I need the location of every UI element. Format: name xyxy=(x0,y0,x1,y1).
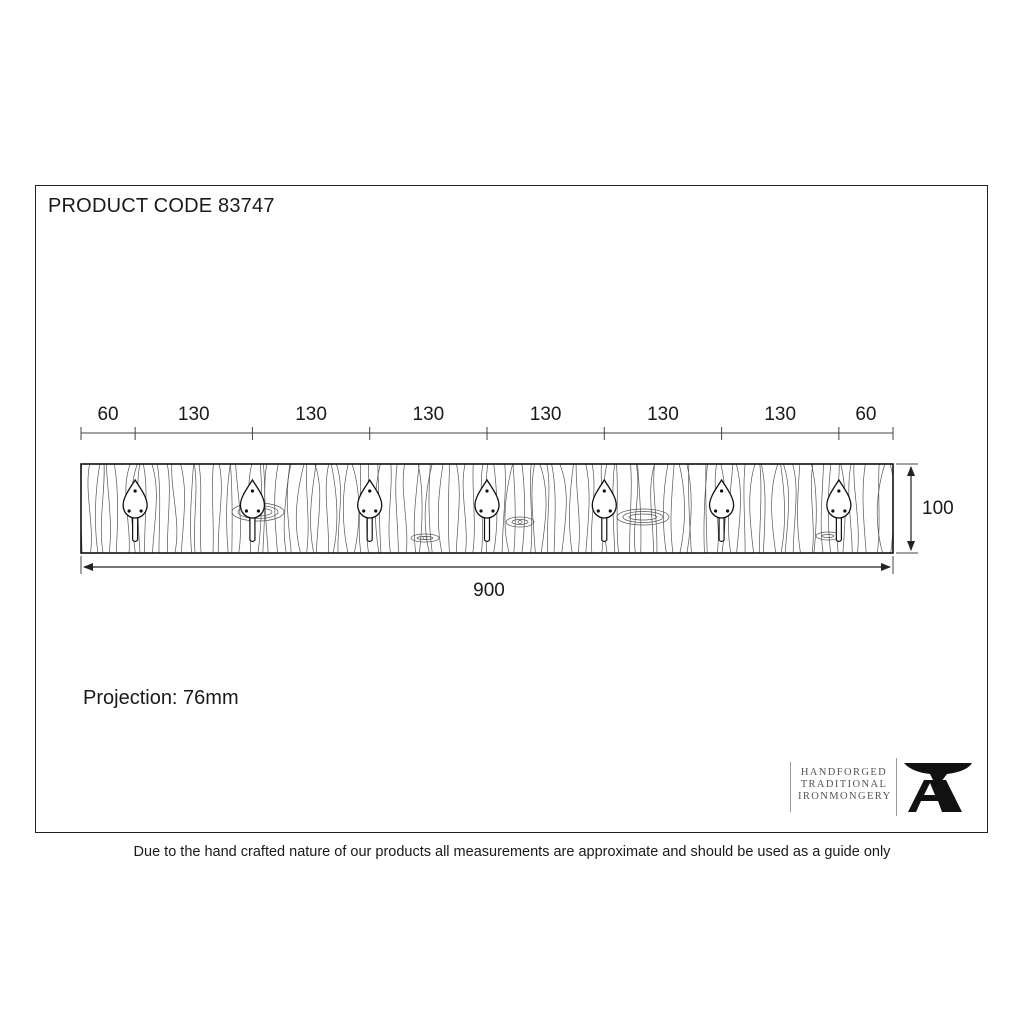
brand-line-1: HANDFORGED xyxy=(800,767,888,778)
grain-line xyxy=(438,460,443,557)
grain-line xyxy=(150,460,156,557)
grain-line xyxy=(403,460,407,557)
grain-line xyxy=(505,460,514,557)
grain-line xyxy=(88,460,91,557)
wood-knot xyxy=(411,534,439,542)
grain-line xyxy=(821,460,824,557)
grain-line xyxy=(95,460,100,557)
grain-line xyxy=(750,460,757,557)
grain-line xyxy=(212,460,213,557)
segment-label: 130 xyxy=(177,404,210,425)
grain-line xyxy=(191,460,194,557)
grain-line xyxy=(335,460,341,557)
logo-divider-right xyxy=(896,758,897,816)
length-label: 900 xyxy=(473,580,505,601)
grain-line xyxy=(532,460,536,557)
grain-line xyxy=(671,460,674,557)
grain-line xyxy=(284,460,290,557)
grain-line xyxy=(772,460,780,557)
grain-line xyxy=(106,460,110,557)
anvil-logo-icon xyxy=(904,763,972,812)
grain-line xyxy=(114,460,118,557)
grain-line xyxy=(306,460,308,557)
grain-line xyxy=(798,460,802,557)
disclaimer-text: Due to the hand crafted nature of our products all measurements are approximate and should be used as a guide only xyxy=(133,844,891,860)
segment-label: 130 xyxy=(412,404,445,425)
grain-line xyxy=(456,460,460,557)
grain-line xyxy=(663,460,668,557)
grain-line xyxy=(791,460,796,557)
grain-line xyxy=(172,460,177,557)
grain-line xyxy=(780,460,785,557)
brand-wordmark xyxy=(798,767,890,803)
height-label: 100 xyxy=(922,498,954,519)
wood-knot xyxy=(518,521,522,524)
grain-line xyxy=(810,460,816,557)
hook xyxy=(123,480,147,542)
grain-line xyxy=(389,460,391,557)
grain-line xyxy=(654,460,657,557)
product-code: PRODUCT CODE 83747 xyxy=(48,195,275,217)
grain-line xyxy=(230,460,232,557)
grain-line xyxy=(313,460,320,557)
grain-line xyxy=(429,460,433,557)
grain-line xyxy=(760,460,765,557)
hook xyxy=(358,480,382,542)
grain-line xyxy=(414,460,419,557)
segment-label: 60 xyxy=(855,404,877,425)
grain-line xyxy=(235,460,240,557)
hook xyxy=(710,480,734,542)
grain-line xyxy=(311,460,317,557)
grain-line xyxy=(546,460,549,557)
hook xyxy=(475,480,499,542)
segment-label: 130 xyxy=(647,404,679,425)
grain-line xyxy=(530,460,532,557)
projection-note: Projection: 76mm xyxy=(83,687,239,709)
grain-line xyxy=(569,460,574,557)
grain-line xyxy=(198,460,201,557)
grain-line xyxy=(744,460,746,557)
segment-label: 130 xyxy=(295,404,327,425)
grain-line xyxy=(330,460,336,557)
grain-line xyxy=(326,460,330,557)
hook xyxy=(240,480,264,542)
grain-line xyxy=(218,460,221,557)
brand-line-3: IRONMONGERY xyxy=(798,791,892,802)
grain-line xyxy=(634,460,637,557)
grain-line xyxy=(472,460,474,557)
grain-line xyxy=(70,460,75,557)
grain-line xyxy=(759,460,761,557)
grain-line xyxy=(513,460,516,557)
grain-line xyxy=(343,460,349,557)
grain-line xyxy=(101,460,104,557)
grain-line xyxy=(502,460,505,557)
grain-line xyxy=(167,460,170,557)
wood-knot xyxy=(506,517,534,527)
grain-line xyxy=(396,460,399,557)
segment-labels xyxy=(97,404,876,425)
grain-line xyxy=(287,460,292,557)
logo-divider-left xyxy=(790,762,791,812)
grain-line xyxy=(157,460,160,557)
grain-line xyxy=(863,460,867,557)
wood-knot xyxy=(822,535,834,538)
grain-line xyxy=(448,460,450,557)
grain-line xyxy=(585,460,589,557)
grain-line xyxy=(678,460,684,557)
grain-line xyxy=(521,460,524,557)
grain-line xyxy=(551,460,555,557)
segment-label: 60 xyxy=(97,404,119,425)
segment-label: 130 xyxy=(764,404,797,425)
grain-line xyxy=(194,460,196,557)
grain-line xyxy=(735,460,740,557)
segment-label: 130 xyxy=(529,404,562,425)
grain-line xyxy=(463,460,466,557)
grain-line xyxy=(227,460,231,557)
grain-line xyxy=(538,460,546,557)
grain-line xyxy=(179,460,184,557)
grain-line xyxy=(854,460,858,557)
brand-line-2: TRADITIONAL xyxy=(800,779,888,790)
grain-line xyxy=(558,460,566,557)
grain-line xyxy=(576,460,579,557)
grain-line xyxy=(296,460,305,557)
grain-line xyxy=(630,460,632,557)
wood-knot xyxy=(629,514,657,520)
